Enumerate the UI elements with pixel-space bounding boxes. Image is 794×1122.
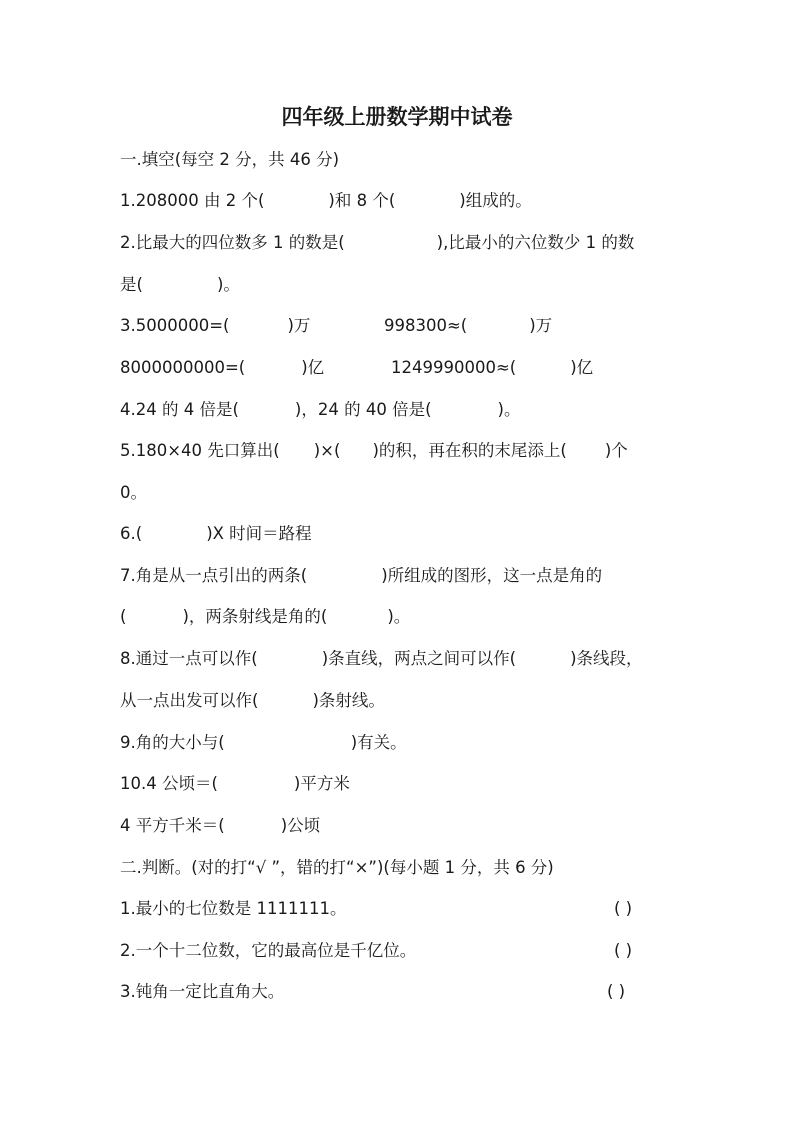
- q10-part-d: )公顷: [280, 816, 321, 835]
- q3-part-f: )亿: [301, 358, 325, 377]
- q7-part-a: 7.角是从一点引出的两条(: [120, 566, 308, 585]
- q5-part-c: )的积，再在积的末尾添上(: [372, 441, 567, 460]
- judgement-2-answer-box[interactable]: ( ): [614, 941, 633, 960]
- question-1: [120, 189, 532, 213]
- question-4: [120, 398, 520, 422]
- q3-part-a: 3.5000000=(: [120, 316, 230, 335]
- q4-part-c: )。: [497, 400, 521, 419]
- q2-part-c: 是(: [120, 275, 143, 294]
- q3-part-g: 1249990000≈(: [391, 358, 517, 377]
- q3-part-b: )万: [287, 316, 311, 335]
- q1-part-b: )和 8 个(: [328, 191, 396, 210]
- question-3: [120, 314, 310, 338]
- judgement-3-answer-box[interactable]: ( ): [607, 982, 626, 1001]
- question-3-row-2-right: [391, 356, 593, 380]
- q1-part-a: 1.208000 由 2 个(: [120, 191, 265, 210]
- q10-part-c: 4 平方千米＝(: [120, 816, 225, 835]
- question-10-cont: [120, 814, 320, 838]
- judgement-1: 1.最小的七位数是 1111111。: [120, 899, 347, 918]
- q3-part-c: 998300≈(: [384, 316, 468, 335]
- q9-part-a: 9.角的大小与(: [120, 733, 225, 752]
- q8-part-e: )条射线。: [312, 691, 385, 710]
- q3-part-d: )万: [529, 316, 553, 335]
- q7-part-c: (: [120, 607, 127, 626]
- question-2-cont: [120, 273, 240, 297]
- q2-part-d: )。: [216, 275, 240, 294]
- q2-part-a: 2.比最大的四位数多 1 的数是(: [120, 233, 345, 252]
- q8-part-c: )条线段，: [570, 649, 643, 668]
- q3-part-e: 8000000000=(: [120, 358, 246, 377]
- q1-part-c: )组成的。: [459, 191, 532, 210]
- q4-part-a: 4.24 的 4 倍是(: [120, 400, 239, 419]
- page-title: 四年级上册数学期中试卷: [281, 105, 513, 129]
- section-1-heading: 一.填空(每空 2 分，共 46 分): [120, 150, 340, 169]
- section-2-heading: 二.判断。(对的打“√ ”，错的打“×”)(每小题 1 分，共 6 分): [120, 858, 554, 877]
- q10-part-a: 10.4 公顷＝(: [120, 774, 218, 793]
- question-9: [120, 731, 407, 755]
- question-3-right: [384, 314, 552, 338]
- q3-part-h: )亿: [570, 358, 594, 377]
- q10-part-b: )平方米: [293, 774, 350, 793]
- question-5: [120, 439, 628, 463]
- q5-part-d: )个: [604, 441, 628, 460]
- question-10: [120, 772, 350, 796]
- q9-part-b: )有关。: [350, 733, 407, 752]
- q6-part-a: 6.(: [120, 524, 143, 543]
- judgement-2: 2.一个十二位数，它的最高位是千亿位。: [120, 941, 417, 960]
- q8-part-a: 8.通过一点可以作(: [120, 649, 258, 668]
- q5-part-a: 5.180×40 先口算出(: [120, 441, 280, 460]
- q8-part-d: 从一点出发可以作(: [120, 691, 259, 710]
- q2-part-b: ),比最小的六位数少 1 的数: [436, 233, 635, 252]
- q7-part-b: )所组成的图形，这一点是角的: [381, 566, 603, 585]
- question-2: [120, 231, 634, 255]
- judgement-1-answer-box[interactable]: ( ): [614, 899, 633, 918]
- q8-part-b: )条直线，两点之间可以作(: [321, 649, 517, 668]
- question-7: [120, 564, 602, 588]
- question-7-cont: [120, 605, 410, 629]
- judgement-3: 3.钝角一定比直角大。: [120, 982, 285, 1001]
- q5-part-b: )×(: [313, 441, 341, 460]
- q4-part-b: )，24 的 40 倍是(: [294, 400, 432, 419]
- question-3-row-2: [120, 356, 324, 380]
- question-8: [120, 647, 643, 671]
- q6-part-b: )X 时间＝路程: [206, 524, 312, 543]
- q7-part-e: )。: [387, 607, 411, 626]
- question-6: [120, 522, 312, 546]
- q7-part-d: )，两条射线是角的(: [182, 607, 328, 626]
- question-8-cont: [120, 689, 385, 713]
- question-5-cont: 0。: [120, 483, 147, 502]
